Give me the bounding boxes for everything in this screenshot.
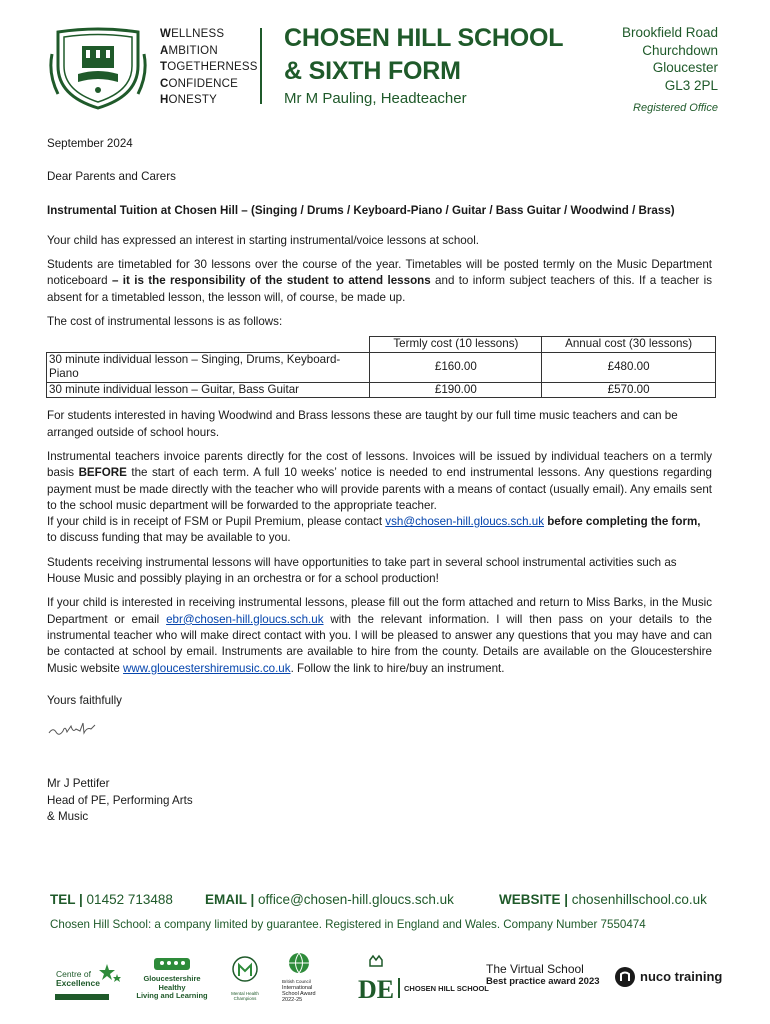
- paragraph-invoicing: Instrumental teachers invoice parents directly for the cost of lessons. Invoices will be issued by individual teachers on a termly basis BEFORE the start of each term. A full 10 weeks’ notice is needed to end instrumental lessons. Any questions regarding payment must be made directly with the teacher who will provide parents with a means of contact (usually email). Any emails sent to the school music department will be forwarded to the appropriate teacher.: [47, 449, 712, 512]
- company-registration: Chosen Hill School: a company limited by guarantee. Registered in England and Wales. Company Number 7550474: [50, 918, 646, 931]
- duke-of-edinburgh-logo: DE CHOSEN HILL SCHOOL: [356, 954, 476, 1004]
- header-divider: [260, 28, 262, 104]
- value-item: HONESTY: [160, 94, 218, 106]
- healthy-living-learning-logo: Gloucestershire Healthy Living and Learning: [132, 956, 212, 1006]
- annual-cost-cell: £570.00: [542, 382, 716, 398]
- svg-text:DE: DE: [358, 975, 395, 1002]
- salutation: Dear Parents and Carers: [47, 170, 176, 184]
- table-header-row: [47, 337, 716, 353]
- people-icon: [154, 956, 190, 970]
- table-corner-cell: [47, 337, 370, 353]
- accreditation-logos: [50, 948, 730, 1008]
- footer-telephone: TEL | 01452 713488: [50, 892, 173, 907]
- paragraph-timetable: Students are timetabled for 30 lessons over the course of the year. Timetables will be posted termly on the Music Department noticeboard – it is the responsibility of the student to attend lessons and to inform subject teachers of this. If a teacher is absent for a timetabled lesson, the lesson will, of course, be made up.: [47, 258, 712, 304]
- mental-health-champions-logo: Mental Health Champions: [228, 956, 262, 1006]
- school-address: Brookfield Road Churchdown Gloucester GL3 2PL: [621, 25, 718, 93]
- column-header-annual: Annual cost (30 lessons): [542, 337, 716, 353]
- headteacher-name: Mr M Pauling, Headteacher: [284, 90, 467, 107]
- gloucestershire-music-website-link[interactable]: www.gloucestershiremusic.co.uk: [123, 661, 291, 675]
- footer-email[interactable]: EMAIL | office@chosen-hill.gloucs.sch.uk: [205, 892, 454, 907]
- paragraph-how-to-apply: If your child is interested in receiving instrumental lessons, please fill out the form attached and return to Miss Barks, in the Music Department or email ebr@chosen-hill.gloucs.sch.uk with the relevant information. I will then pass on your details to the instrumental teacher who will make direct contact with you. I will be pleased to answer any questions that you may have and can be contacted at school by email. Instruments are available to hire from the county. Details are available on the Gloucestershire Music website www.gloucestershiremusic.co.uk. Follow the link to hire/buy an instrument.: [47, 596, 713, 675]
- fsm-contact-email-link[interactable]: vsh@chosen-hill.gloucs.sch.uk: [385, 515, 544, 529]
- cost-intro: The cost of instrumental lessons is as follows:: [47, 315, 283, 329]
- table-row: [47, 382, 716, 398]
- music-dept-email-link[interactable]: ebr@chosen-hill.gloucs.sch.uk: [166, 612, 324, 626]
- nuco-training-logo: nuco training: [614, 966, 724, 996]
- table-row: [47, 352, 716, 382]
- school-values-list: [160, 26, 258, 109]
- school-name: CHOSEN HILL SCHOOL & SIXTH FORM: [284, 24, 564, 85]
- value-item: CONFIDENCE: [160, 77, 239, 90]
- head-icon: [232, 956, 258, 986]
- signer-role: Head of PE, Performing Arts: [47, 793, 193, 807]
- lesson-type-cell: 30 minute individual lesson – Singing, Drums, Keyboard-Piano: [47, 352, 370, 382]
- letter-date: September 2024: [47, 137, 133, 150]
- termly-cost-cell: £190.00: [370, 382, 542, 398]
- termly-cost-cell: £160.00: [370, 352, 542, 382]
- signer-name: Mr J Pettifer: [47, 777, 110, 791]
- paragraph-woodwind-brass: For students interested in having Woodwind and Brass lessons these are taught by our full time music teachers and can be arranged outside of school hours.: [47, 409, 678, 439]
- column-header-termly: Termly cost (10 lessons): [370, 337, 542, 353]
- lesson-type-cell: 30 minute individual lesson – Guitar, Bass Guitar: [47, 382, 370, 398]
- cost-table: [46, 336, 716, 398]
- school-crest-logo: [48, 24, 148, 110]
- closing: Yours faithfully: [47, 693, 122, 707]
- international-school-award-logo: British Council International School Award 2022-25: [282, 952, 332, 1006]
- signer-block: [47, 776, 712, 825]
- virtual-school-award-logo: The Virtual School Best practice award 2023: [486, 962, 600, 987]
- annual-cost-cell: £480.00: [542, 352, 716, 382]
- footer-website[interactable]: WEBSITE | chosenhillschool.co.uk: [499, 892, 707, 907]
- nuco-circle-icon: [614, 966, 636, 988]
- signer-role-continued: & Music: [47, 810, 89, 824]
- paragraph-fsm: If your child is in receipt of FSM or Pupil Premium, please contact vsh@chosen-hill.gloucs.sch.uk before completing the form, to discuss funding that may be available to you.: [47, 515, 701, 545]
- value-item: TOGETHERNESS: [160, 61, 258, 73]
- signature: [47, 717, 105, 741]
- value-item: WELLNESS: [160, 28, 225, 40]
- globe-icon: [282, 952, 316, 974]
- paragraph-interest: Your child has expressed an interest in starting instrumental/voice lessons at school.: [47, 233, 479, 247]
- value-item: AMBITION: [160, 44, 218, 57]
- paragraph-opportunities: Students receiving instrumental lessons will have opportunities to take part in several school instrumental activities such as House Music and possibly playing in an orchestra or for a school production!: [47, 555, 677, 586]
- registered-office-label: Registered Office: [633, 102, 718, 114]
- crown-icon: [356, 954, 396, 1002]
- letter-title: Instrumental Tuition at Chosen Hill – (Singing / Drums / Keyboard-Piano / Guitar / Bass Guitar / Woodwind / Brass): [47, 203, 675, 217]
- centre-of-excellence-logo: Centre of Excellence: [53, 960, 123, 1004]
- letter-body: [47, 136, 712, 825]
